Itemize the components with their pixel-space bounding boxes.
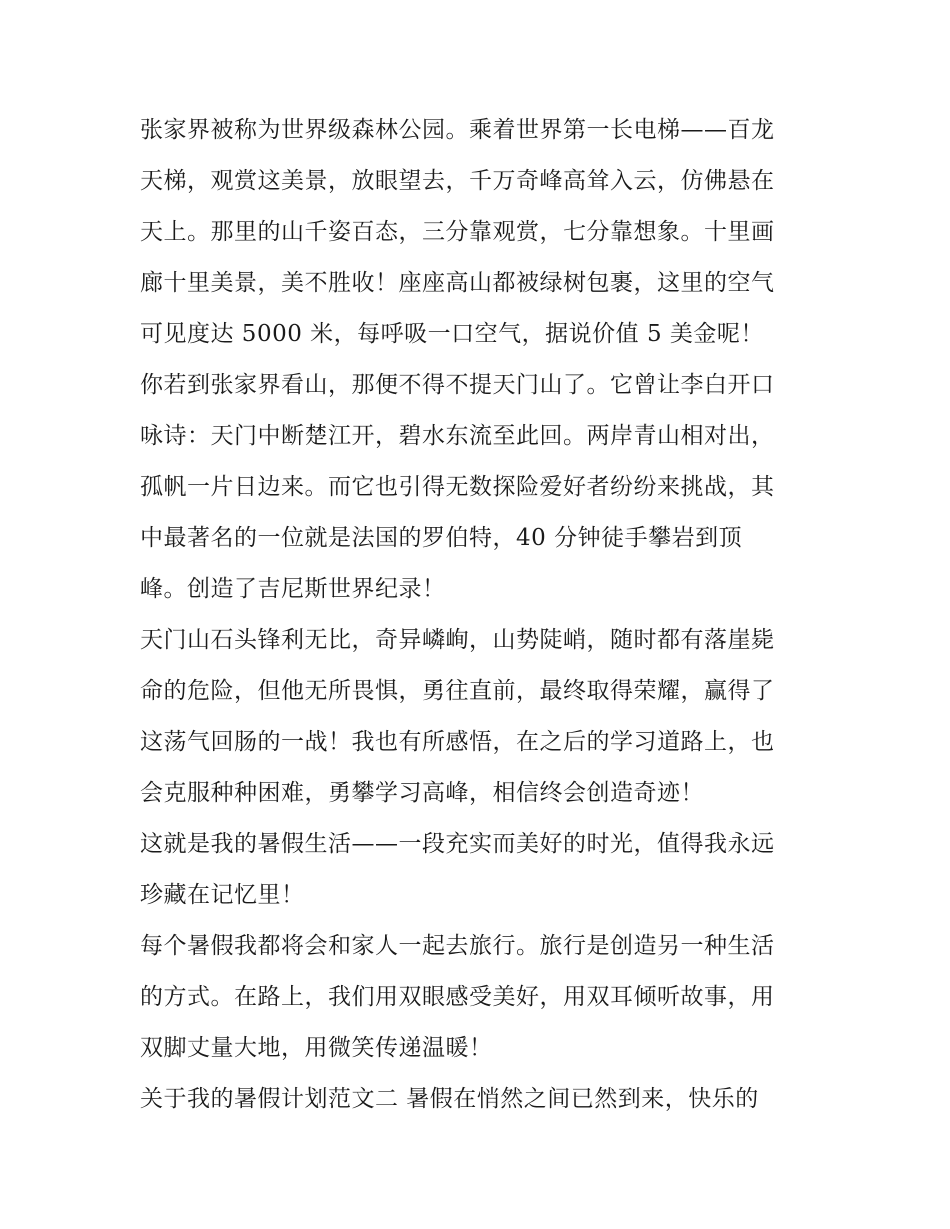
text-line: 命的危险，但他无所畏惧，勇往直前，最终取得荣耀，赢得了 [140, 678, 775, 704]
text-line: 这就是我的暑假生活——一段充实而美好的时光，值得我永远 [140, 831, 775, 857]
text-line: 廊十里美景，美不胜收！座座高山都被绿树包裹，这里的空气 [140, 270, 775, 296]
text-line: 双脚丈量大地，用微笑传递温暖！ [140, 1035, 493, 1061]
text-line: 天上。那里的山千姿百态，三分靠观赏，七分靠想象。十里画 [140, 219, 775, 245]
text-line: 的方式。在路上，我们用双眼感受美好，用双耳倾听故事，用 [140, 984, 775, 1010]
text-line: 会克服种种困难，勇攀学习高峰，相信终会创造奇迹！ [140, 780, 704, 806]
text-line: 这荡气回肠的一战！我也有所感悟，在之后的学习道路上，也 [140, 729, 775, 755]
text-line: 张家界被称为世界级森林公园。乘着世界第一长电梯——百龙 [140, 117, 775, 143]
text-line: 可见度达 5000 米，每呼吸一口空气，据说价值 5 美金呢！ [140, 321, 764, 347]
text-line: 天门山石头锋利无比，奇异嶙峋，山势陡峭，随时都有落崖毙 [140, 627, 775, 653]
document-body [140, 105, 820, 1125]
text-line: 珍藏在记忆里！ [140, 882, 305, 908]
text-line: 中最著名的一位就是法国的罗伯特，40 分钟徒手攀岩到顶 [140, 525, 743, 551]
text-line: 关于我的暑假计划范文二 暑假在悄然之间已然到来，快乐的 [140, 1086, 759, 1112]
text-line: 咏诗：天门中断楚江开，碧水东流至此回。两岸青山相对出， [140, 423, 775, 449]
text-line: 你若到张家界看山，那便不得不提天门山了。它曾让李白开口 [140, 372, 775, 398]
text-line: 峰。创造了吉尼斯世界纪录！ [140, 576, 446, 602]
text-line: 孤帆一片日边来。而它也引得无数探险爱好者纷纷来挑战，其 [140, 474, 775, 500]
text-line: 天梯，观赏这美景，放眼望去，千万奇峰高耸入云，仿佛悬在 [140, 168, 775, 194]
text-line: 每个暑假我都将会和家人一起去旅行。旅行是创造另一种生活 [140, 933, 775, 959]
